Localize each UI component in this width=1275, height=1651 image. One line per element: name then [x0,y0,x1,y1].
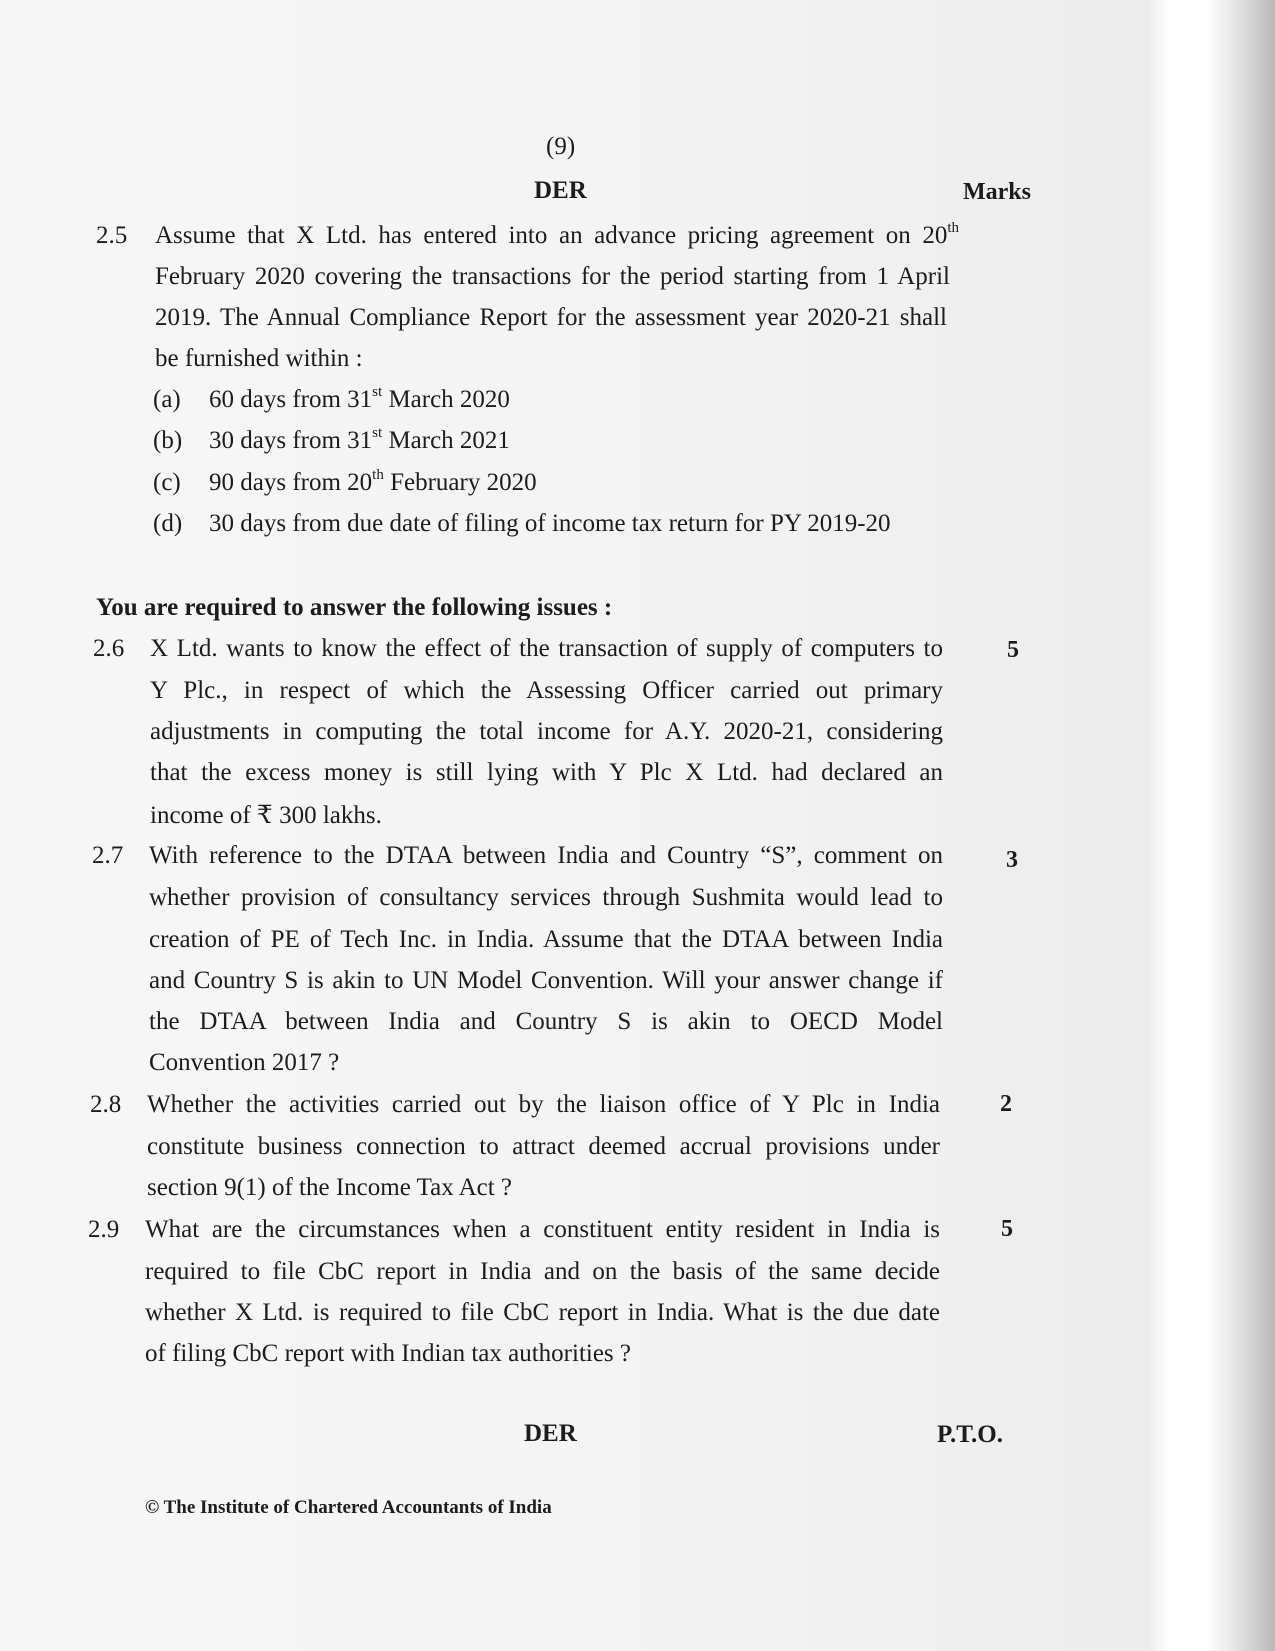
question-line: section 9(1) of the Income Tax Act ? [147,1174,513,1201]
option-text: 30 days from 31st March 2021 [209,425,510,454]
question-number: 2.9 [88,1216,120,1243]
marks-label: Marks [963,179,1031,205]
question-line: creation of PE of Tech Inc. in India. Assume that the DTAA between India [149,926,943,953]
question-line: and Country S is akin to UN Model Convention. Will your answer change if [149,967,943,994]
question-line: of filing CbC report with Indian tax authorities ? [145,1340,632,1367]
question-line: With reference to the DTAA between India and Country “S”, comment on [149,842,943,869]
question-line: Convention 2017 ? [149,1049,340,1076]
copyright-notice: © The Institute of Chartered Accountants of India [145,1497,552,1518]
option-label: (b) [153,427,183,454]
question-line: 2019. The Annual Compliance Report for the assessment year 2020-21 shall [155,304,947,331]
section-heading: You are required to answer the following issues : [96,594,613,621]
question-line: Assume that X Ltd. has entered into an advance pricing agreement on 20th [155,220,959,249]
marks-value: 5 [1001,1216,1013,1242]
question-line: the DTAA between India and Country S is akin to OECD Model [149,1008,943,1035]
question-line: that the excess money is still lying with Y Plc X Ltd. had declared an [150,759,943,786]
question-line: required to file CbC report in India and on the basis of the same decide [145,1258,940,1285]
option-label: (a) [153,386,181,413]
question-number: 2.7 [92,842,124,869]
question-number: 2.5 [96,222,128,249]
option-text: 60 days from 31st March 2020 [209,384,510,413]
question-line: adjustments in computing the total income for A.Y. 2020-21, considering [150,718,943,745]
option-text: 30 days from due date of filing of income tax return for PY 2019-20 [209,510,891,537]
option-label: (d) [153,510,183,537]
paper-code: DER [534,177,587,204]
question-line: whether provision of consultancy services through Sushmita would lead to [149,884,943,911]
option-text: 90 days from 20th February 2020 [209,467,537,496]
marks-value: 3 [1006,847,1018,873]
question-line: Whether the activities carried out by the liaison office of Y Plc in India [147,1091,940,1118]
question-line: income of ₹ 300 lakhs. [150,802,382,829]
question-number: 2.8 [90,1091,122,1118]
option-label: (c) [153,469,181,496]
question-line: X Ltd. wants to know the effect of the transaction of supply of computers to [150,635,943,662]
page-number: (9) [546,133,576,160]
question-number: 2.6 [93,635,125,662]
page-edge-shadow [1150,0,1275,1651]
footer-code: DER [524,1420,577,1447]
question-line: constitute business connection to attract deemed accrual provisions under [147,1133,940,1160]
question-line: Y Plc., in respect of which the Assessing Officer carried out primary [150,677,943,704]
question-line: be furnished within : [155,345,363,372]
marks-value: 5 [1007,637,1019,663]
question-line: whether X Ltd. is required to file CbC report in India. What is the due date [145,1299,940,1326]
question-line: What are the circumstances when a constituent entity resident in India is [145,1216,940,1243]
marks-value: 2 [1000,1091,1012,1117]
pto-label: P.T.O. [937,1421,1003,1448]
question-line: February 2020 covering the transactions for the period starting from 1 April [155,263,950,290]
